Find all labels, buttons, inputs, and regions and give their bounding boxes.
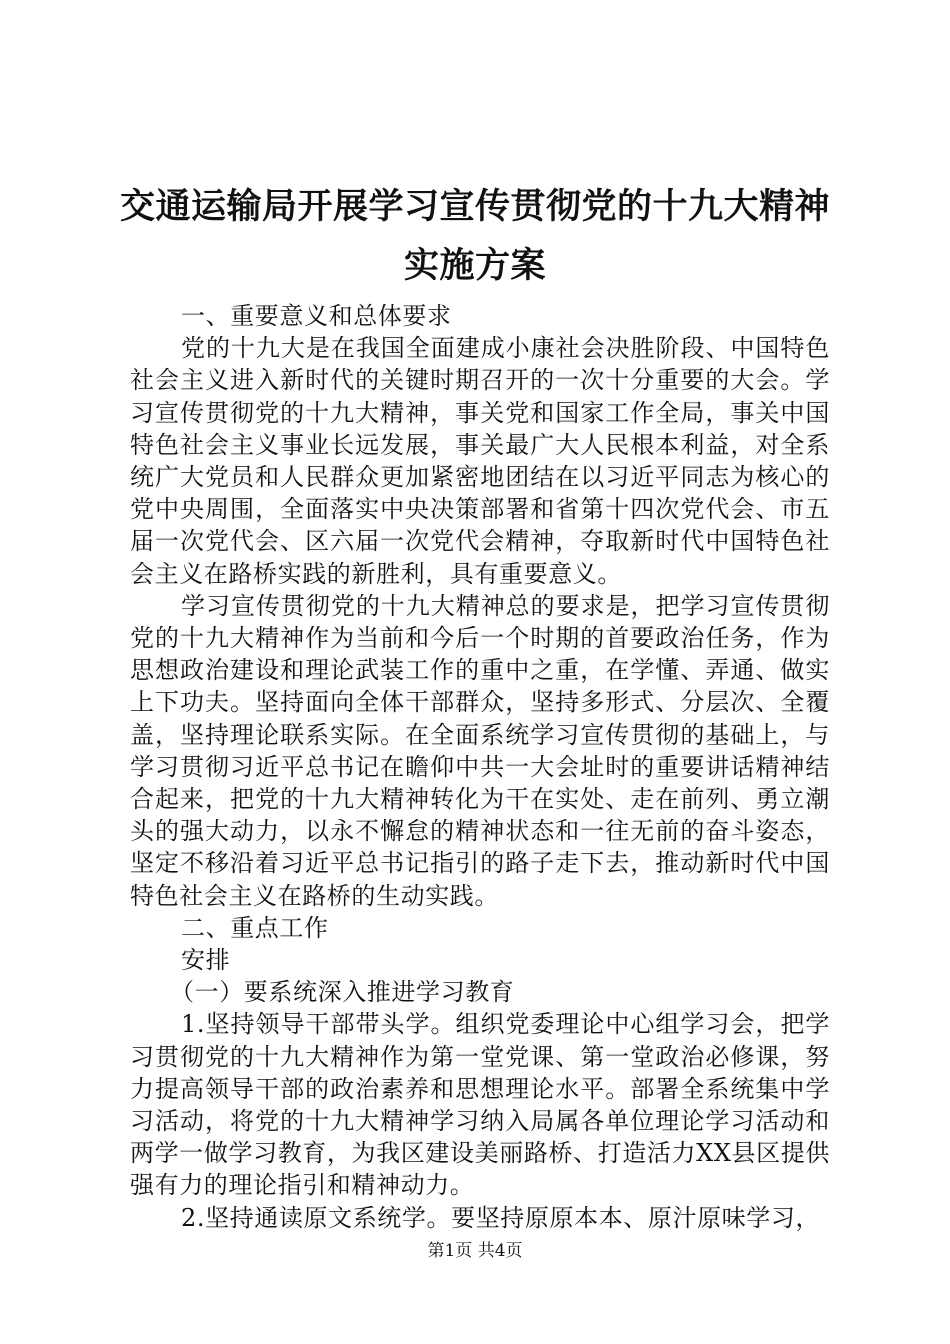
document-title-line-2: 实施方案 (403, 246, 546, 286)
document-body (130, 300, 830, 1234)
section-heading-1: 一、重要意义和总体要求 (181, 302, 452, 330)
paragraph-item-1: 1.坚持领导干部带头学。组织党委理论中心组学习会，把学习贯彻党的十九大精神作为第一堂党课、第一堂政治必修课，努力提高领导干部的政治素养和思想理论水平。部署全系统集中学习活动，将党的十九大精神学习纳入局属各单位理论学习活动和两学一做学习教育，为我区建设美丽路桥、打造活力XX县区提供强有力的理论指引和精神动力。 (130, 1010, 830, 1200)
subsection-heading-1: （一）要系统深入推进学习教育 (170, 978, 515, 1007)
section-heading-2-continued: 安排 (181, 946, 231, 975)
page-footer: 第1页 共4页 (427, 1241, 523, 1261)
paragraph-general-requirements: 学习宣传贯彻党的十九大精神总的要求是，把学习宣传贯彻党的十九大精神作为当前和今后一个时期的首要政治任务，作为思想政治建设和理论武装工作的重中之重，在学懂、弄通、做实上下功夫。坚持面向全体干部群众，坚持多形式、分层次、全覆盖，坚持理论联系实际。在全面系统学习宣传贯彻的基础上，与学习贯彻习近平总书记在瞻仰中共一大会址时的重要讲话精神结合起来，把党的十九大精神转化为干在实处、走在前列、勇立潮头的强大动力，以永不懈怠的精神状态和一往无前的奋斗姿态，坚定不移沿着习近平总书记指引的路子走下去，推动新时代中国特色社会主义在路桥的生动实践。 (130, 591, 830, 910)
document-title-line-1: 交通运输局开展学习宣传贯彻党的十九大精神 (119, 187, 830, 227)
paragraph-item-2: 2.坚持通读原文系统学。要坚持原原本本、原汁原味学习， (181, 1203, 821, 1232)
section-heading-2: 二、重点工作 (181, 913, 329, 942)
paragraph-significance: 党的十九大是在我国全面建成小康社会决胜阶段、中国特色社会主义进入新时代的关键时期召开的一次十分重要的大会。学习宣传贯彻党的十九大精神，事关党和国家工作全局，事关中国特色社会主义事业长远发展，事关最广大人民根本利益，对全系统广大党员和人民群众更加紧密地团结在以习近平同志为核心的党中央周围，全面落实中央决策部署和省第十四次党代会、市五届一次党代会、区六届一次党代会精神，夺取新时代中国特色社会主义在路桥实践的新胜利，具有重要意义。 (130, 334, 830, 588)
